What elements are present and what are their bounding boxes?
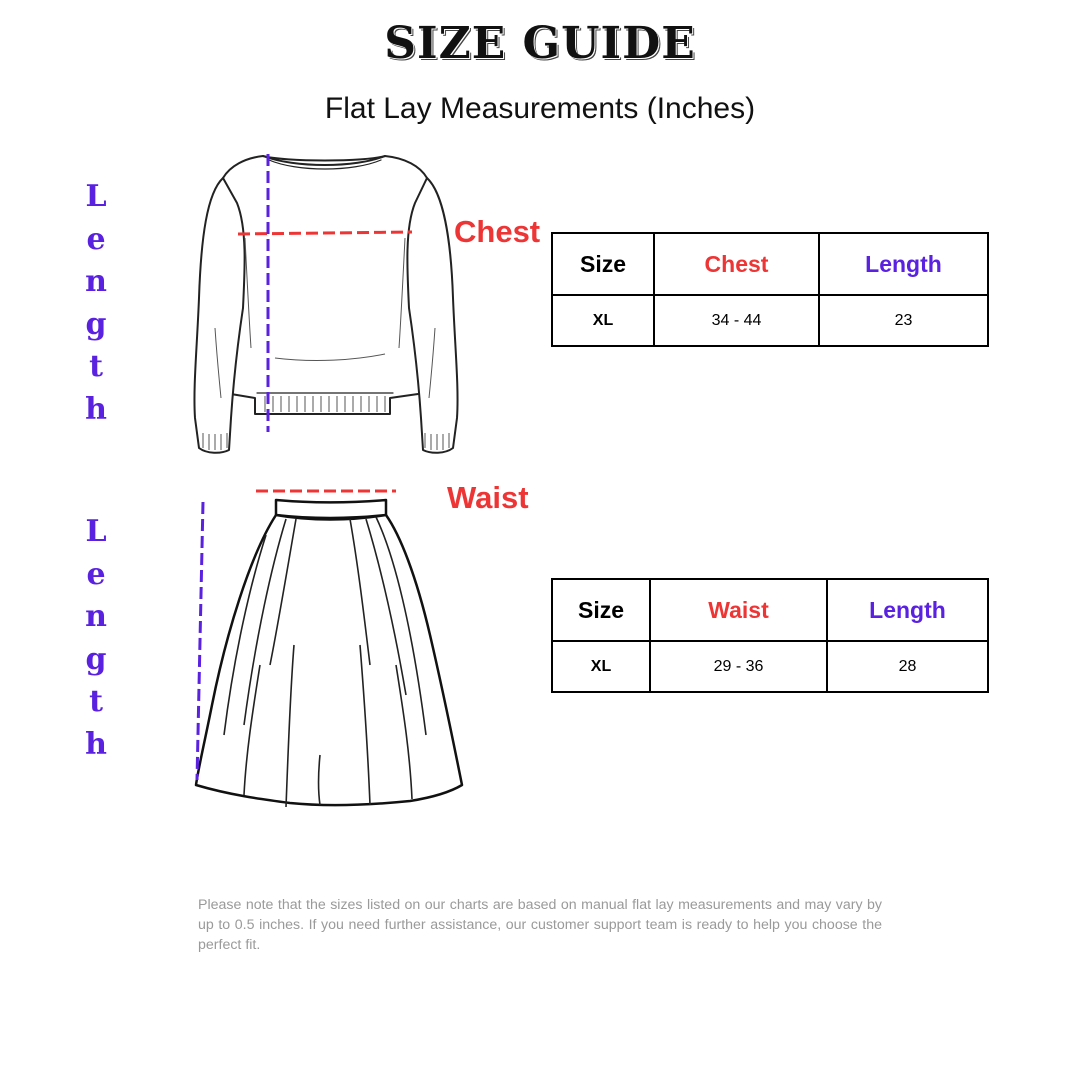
bottom-size-table (551, 578, 989, 693)
waist-label: Waist (447, 480, 529, 515)
length-cell: 28 (827, 641, 988, 692)
length-letter: e (86, 221, 106, 257)
bottom-length-measure-line (193, 500, 207, 782)
chest-cell: 34 - 44 (654, 295, 819, 346)
size-column-header: Size (552, 233, 654, 295)
skirt-illustration-icon (190, 495, 470, 810)
size-cell: XL (552, 641, 650, 692)
length-letter: h (85, 391, 107, 427)
length-column-header: Length (827, 579, 988, 641)
table-row (552, 641, 988, 692)
length-cell: 23 (819, 295, 988, 346)
length-letter: t (89, 684, 103, 719)
top-length-vertical-label (80, 176, 112, 431)
measurement-disclaimer: Please note that the sizes listed on our charts are based on manual flat lay measurements and may vary by up to 0.5 inches. If you need further assistance, our customer support team is ready to help you choose the perfect fit. (198, 897, 882, 953)
table-header-row (552, 233, 988, 295)
waist-column-header: Waist (650, 579, 827, 641)
length-letter: g (85, 641, 107, 677)
length-letter: n (85, 599, 107, 634)
size-column-header: Size (552, 579, 650, 641)
page-subtitle: Flat Lay Measurements (Inches) (324, 92, 756, 125)
table-row (552, 295, 988, 346)
page-title: SIZE GUIDE (384, 18, 696, 69)
length-letter: t (89, 349, 103, 384)
sweatshirt-illustration-icon (185, 148, 470, 463)
length-column-header: Length (819, 233, 988, 295)
bottom-length-vertical-label (80, 511, 112, 766)
chest-column-header: Chest (654, 233, 819, 295)
waist-cell: 29 - 36 (650, 641, 827, 692)
waist-measure-line (254, 486, 400, 496)
top-size-table (551, 232, 989, 347)
size-cell: XL (552, 295, 654, 346)
length-letter: g (85, 306, 107, 342)
length-letter: h (85, 726, 107, 762)
table-header-row (552, 579, 988, 641)
length-letter: L (85, 179, 107, 214)
chest-label: Chest (454, 214, 541, 249)
length-letter: e (86, 556, 106, 592)
top-length-measure-line (262, 152, 274, 434)
length-letter: L (85, 514, 107, 549)
length-letter: n (85, 264, 107, 299)
